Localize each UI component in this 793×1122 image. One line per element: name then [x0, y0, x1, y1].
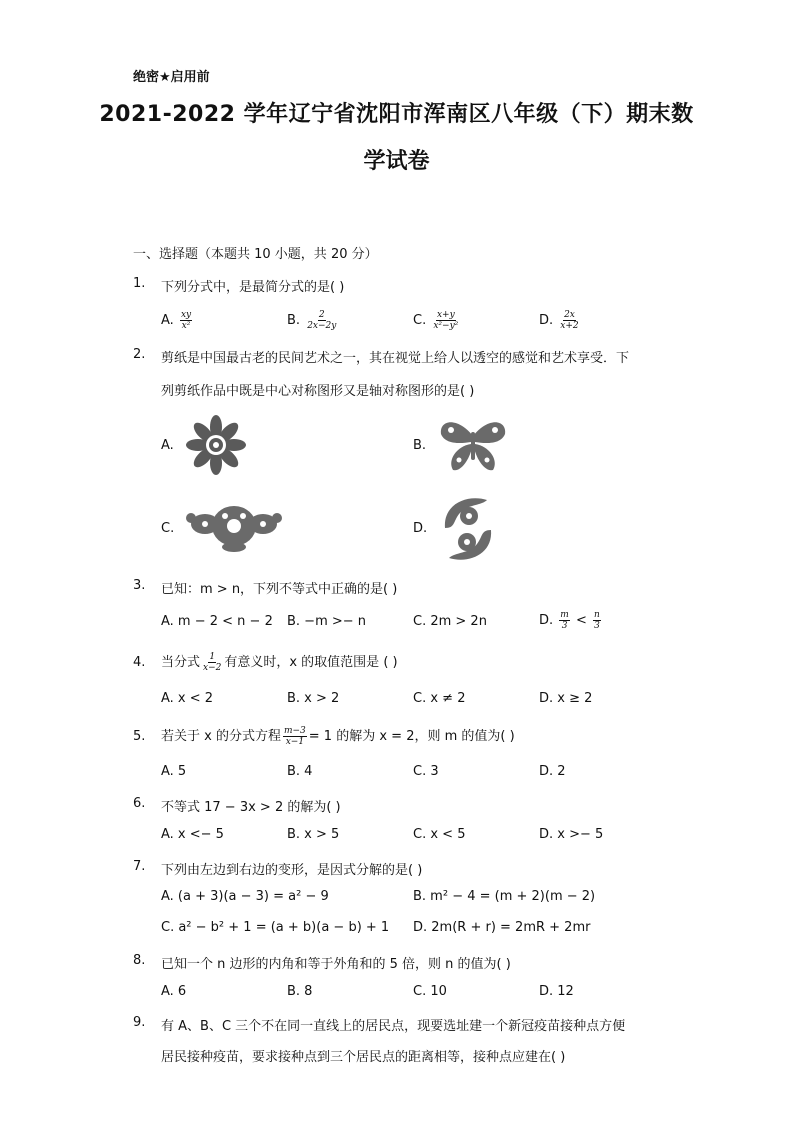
fraction: $\frac{2}{2x-2y}$ [307, 310, 337, 331]
question-text-line1: 剪纸是中国最古老的民间艺术之一，其在视觉上给人以透空的感觉和艺术享受．下 [161, 351, 630, 366]
page-title-line2: 学试卷 [363, 149, 430, 174]
question-number: 5. [133, 729, 146, 744]
question-text-line2: 列剪纸作品中既是中心对称图形又是轴对称图形的是( ) [161, 384, 475, 399]
option-d: D. x >− 5 [539, 827, 604, 842]
option-d: D. 2m(R + r) = 2mR + 2mr [413, 920, 591, 935]
option-c: C. 3 [413, 764, 439, 779]
option-label: C. [413, 313, 427, 328]
option-a: A. x < 2 [161, 691, 214, 706]
question-number: 3. [133, 578, 146, 593]
question-text [161, 725, 515, 747]
question-text: 不等式 17 − 3x > 2 的解为( ) [161, 800, 341, 815]
option-c [413, 310, 461, 331]
question-text-line2: 居民接种疫苗，要求接种点到三个居民点的距离相等，接种点应建在( ) [161, 1050, 566, 1065]
option-d: D. 2 [539, 764, 566, 779]
option-b: B. x > 5 [287, 827, 340, 842]
option-d: D. 12 [539, 984, 574, 999]
question-number: 6. [133, 796, 146, 811]
page-title-line1: 2021-2022 学年辽宁省沈阳市浑南区八年级（下）期末数 [99, 102, 694, 127]
option-c: C. [161, 521, 175, 536]
option-d [539, 310, 582, 331]
option-c: C. 10 [413, 984, 447, 999]
option-label: B. [287, 313, 301, 328]
text-segment: = 1 的解为 x = 2，则 m 的值为( ) [308, 729, 515, 744]
question-text [161, 651, 398, 673]
question-text: 下列由左边到右边的变形，是因式分解的是( ) [161, 863, 423, 878]
option-a: A. (a + 3)(a − 3) = a² − 9 [161, 889, 329, 904]
option-a: A. m − 2 < n − 2 [161, 614, 273, 629]
question-text-line1: 有 A、B、C 三个不在同一直线上的居民点，现要选址建一个新冠疫苗接种点方便 [161, 1019, 626, 1034]
option-d [539, 610, 603, 631]
option-b: B. −m >− n [287, 614, 367, 629]
question-number: 9. [133, 1015, 146, 1030]
option-label: D. [539, 313, 554, 328]
section-heading: 一、选择题（本题共 10 小题，共 20 分） [133, 247, 378, 262]
flower-papercut-icon [185, 414, 247, 476]
option-b: B. 4 [287, 764, 313, 779]
text-segment: 若关于 x 的分式方程 [161, 729, 281, 744]
question-text: 下列分式中，是最简分式的是( ) [161, 280, 345, 295]
question-number: 2. [133, 347, 146, 362]
text-segment: 有意义时，x 的取值范围是 ( ) [224, 655, 398, 670]
fraction: $\frac{2x}{x+2}$ [560, 310, 579, 331]
floral-papercut-icon [185, 500, 283, 552]
fraction: $\frac{m-3}{x-1}$ [283, 726, 306, 747]
option-b [287, 310, 339, 331]
option-a: A. 6 [161, 984, 187, 999]
butterfly-papercut-icon [437, 416, 509, 474]
option-a: A. [161, 438, 174, 453]
option-b: B. [413, 438, 427, 453]
fraction: $\frac{xy}{\text{x²}}$ [180, 310, 192, 331]
option-d: D. x ≥ 2 [539, 691, 593, 706]
question-text: 已知：m > n，下列不等式中正确的是( ) [161, 582, 398, 597]
question-number: 1. [133, 276, 146, 291]
option-c: C. x ≠ 2 [413, 691, 466, 706]
question-number: 8. [133, 953, 146, 968]
question-number: 4. [133, 655, 146, 670]
fraction: $\frac{n}{3}$ [594, 610, 600, 631]
operator: < [575, 613, 587, 628]
fish-papercut-icon [437, 494, 499, 564]
option-a: A. x <− 5 [161, 827, 224, 842]
option-b: B. m² − 4 = (m + 2)(m − 2) [413, 889, 596, 904]
option-c: C. 2m > 2n [413, 614, 487, 629]
fraction: $\frac{m}{3}$ [560, 610, 569, 631]
option-label: D. [539, 613, 554, 628]
option-c: C. x < 5 [413, 827, 466, 842]
fraction: $\frac{x+y}{\text{x²−y²}}$ [433, 310, 459, 331]
question-number: 7. [133, 859, 146, 874]
question-text: 已知一个 n 边形的内角和等于外角和的 5 倍，则 n 的值为( ) [161, 957, 511, 972]
option-c: C. a² − b² + 1 = (a + b)(a − b) + 1 [161, 920, 390, 935]
option-b: B. x > 2 [287, 691, 340, 706]
option-b: B. 8 [287, 984, 313, 999]
option-d: D. [413, 521, 428, 536]
confidential-label: 绝密★启用前 [133, 70, 210, 85]
option-label: A. [161, 313, 174, 328]
fraction: $\frac{1}{x-2}$ [203, 652, 222, 673]
text-segment: 当分式 [161, 655, 201, 670]
option-a: A. 5 [161, 764, 187, 779]
option-a [161, 310, 194, 331]
